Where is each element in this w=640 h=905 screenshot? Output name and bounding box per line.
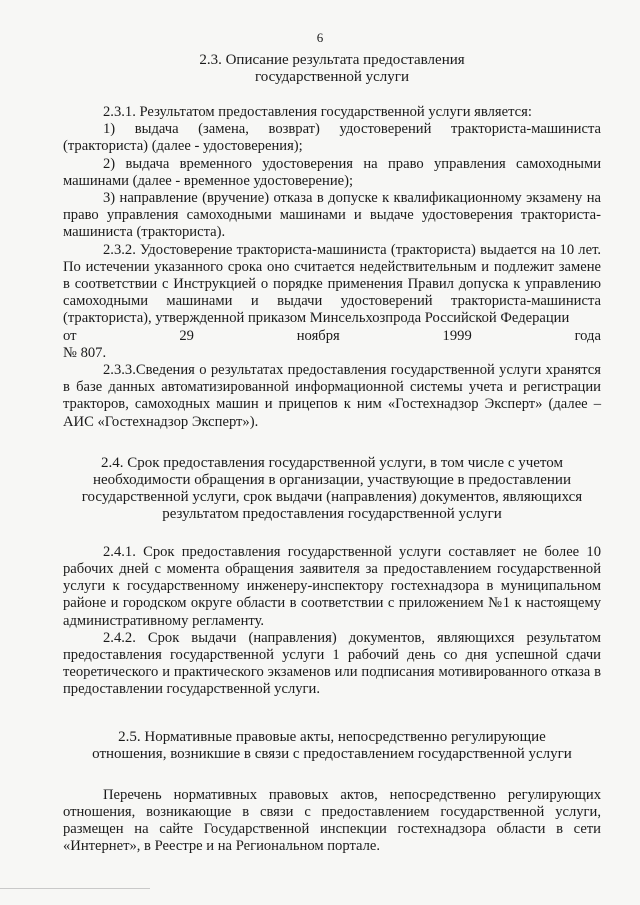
paragraph-2-4-1: 2.4.1. Срок предоставления государственной услуги составляет не более 10 рабочих дней с момента обращения заявителя за предоставлением государственной услуги к государственному инженеру-инспектору гостехнадзора в муниципальном районе и городском округе области в соответствии с приложением №1 к настоящему административному регламенту.: [63, 543, 601, 629]
paragraph-2-3-2: 2.3.2. Удостоверение тракториста-машиниста (тракториста) выдается на 10 лет. По истечении указанного срока оно считается недействительным и подлежит замене в соответствии с Инструкцией о порядке применения Правил допуска к управлению самоходными машинами и выдачи удостоверений тракториста-машиниста (тракториста), утвержденной приказом Минсельхозпрода Российской Федерации: [63, 241, 601, 327]
paragraph-2-3-1: 2.3.1. Результатом предоставления государственной услуги является:: [103, 104, 532, 120]
page-content: [63, 52, 601, 856]
heading-line: государственной услуги: [255, 69, 409, 85]
section-2-5-heading: [63, 729, 601, 763]
order-date-line: [63, 328, 601, 345]
heading-line: отношения, возникшие в связи с предоставлением государственной услуги: [92, 745, 572, 762]
list-item-1: 1) выдача (замена, возврат) удостоверений тракториста-машиниста (тракториста) (далее - удостоверения);: [63, 121, 601, 155]
heading-line: результатом предоставления государственной услуги: [162, 505, 502, 522]
heading-line: 2.5. Нормативные правовые акты, непосредственно регулирующие: [118, 728, 546, 745]
page-number: 6: [316, 30, 324, 45]
heading-line: государственной услуги, срок выдачи (направления) документов, являющихся: [81, 488, 583, 505]
date-word: 1999: [442, 327, 472, 344]
section-2-4-heading: [63, 455, 601, 523]
date-word: ноября: [296, 327, 340, 344]
heading-line: необходимости обращения в организации, участвующие в предоставлении: [93, 471, 571, 488]
heading-line: 2.4. Срок предоставления государственной услуги, в том числе с учетом: [101, 454, 563, 471]
date-word: от: [63, 327, 77, 344]
paragraph-2-3-3: 2.3.3.Сведения о результатах предоставления государственной услуги хранятся в базе данных автоматизированной информационной системы учета и регистрации тракторов, самоходных машин и прицепов к ним «Гостехнадзор Эксперт» (далее – АИС «Гостехнадзор Эксперт»).: [63, 362, 601, 430]
date-word: 29: [179, 327, 194, 344]
date-word: года: [574, 327, 601, 344]
heading-line: 2.3. Описание результата предоставления: [199, 52, 465, 68]
list-item-2: 2) выдача временного удостоверения на право управления самоходными машинами (далее - временное удостоверение);: [63, 155, 601, 189]
paragraph-2-4-2: 2.4.2. Срок выдачи (направления) документов, являющихся результатом предоставления государственной услуги 1 рабочий день со дня успешной сдачи теоретического и практического экзаменов или подписания мотивированного отказа в предоставлении государственной услуги.: [63, 629, 601, 698]
list-item-3: 3) направление (вручение) отказа в допуске к квалификационному экзамену на право управления самоходными машинами и выдаче удостоверения тракториста-машиниста (тракториста).: [63, 190, 601, 241]
scan-edge-line: [0, 888, 150, 889]
order-number: № 807.: [63, 344, 107, 361]
paragraph-2-5: Перечень нормативных правовых актов, непосредственно регулирующих отношения, возникающие в связи с предоставлением государственной услуги, размещен на сайте Государственной инспекции гостехнадзора области в сети «Интернет», в Реестре и на Региональном портале.: [63, 786, 601, 855]
section-2-3-heading: [63, 52, 601, 86]
